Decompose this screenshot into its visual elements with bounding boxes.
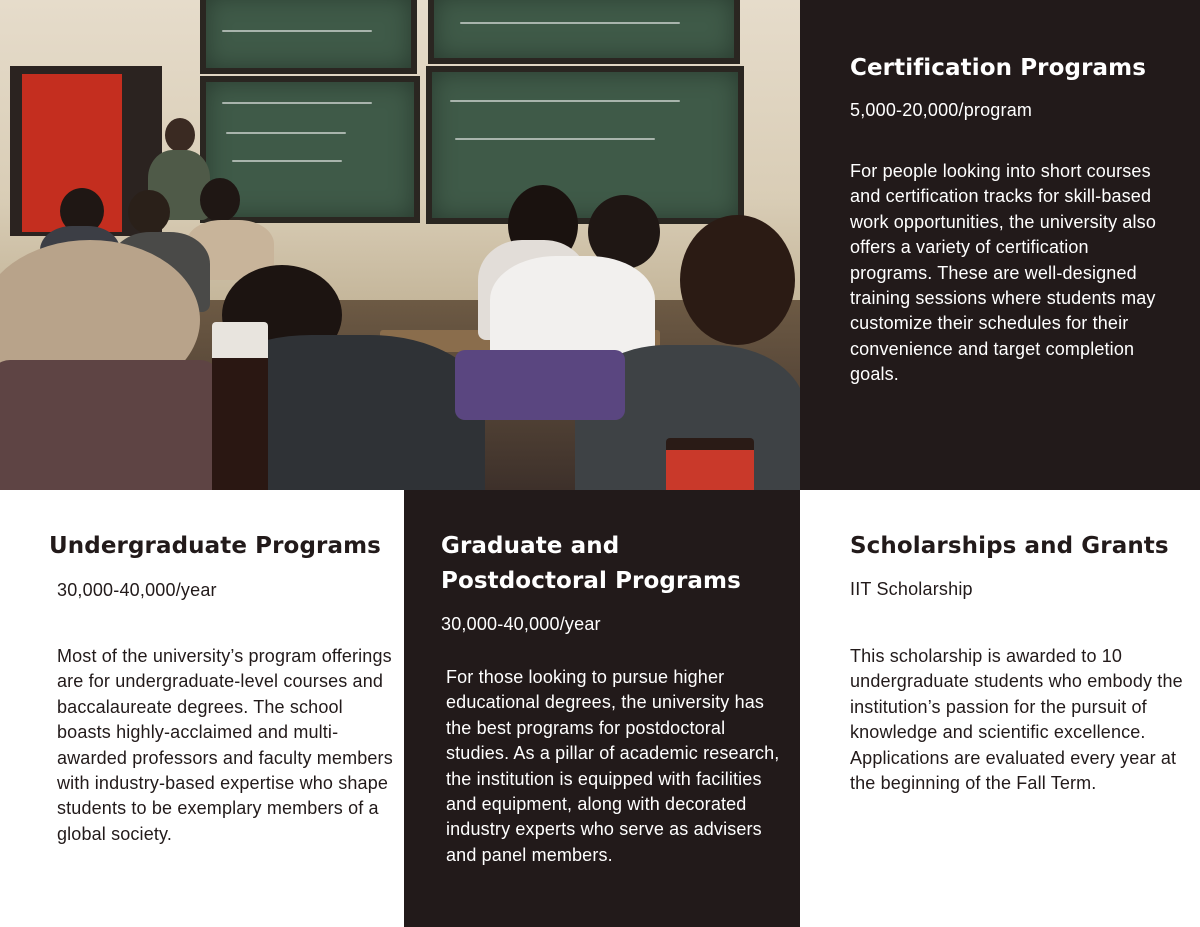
chalk-line — [222, 102, 372, 104]
certification-price: 5,000-20,000/program — [850, 100, 1033, 120]
student-jacket — [455, 350, 625, 420]
chalk-line — [460, 22, 680, 24]
chalk-line — [222, 30, 372, 32]
chalkboard-right — [426, 66, 744, 224]
teacher-head — [165, 118, 195, 152]
student-head — [680, 215, 795, 345]
graduate-title: Graduate and Postdoctoral Programs — [441, 533, 741, 594]
water-bottle — [212, 322, 268, 490]
scholarships-description: This scholarship is awarded to 10 undergraduate students who embody the institution’s passion for the pursuit of knowledge and scientific excellence. Applications are evaluated every year at the beginning of the Fall Term. — [850, 646, 1183, 794]
certification-programs-panel — [800, 0, 1200, 490]
graduate-description: For those looking to pursue higher educational degrees, the university has the best programs for postdoctoral studies. As a pillar of academic research, the institution is equipped with facilities and equipment, along with decorated industry experts who serve as advisers and panel members. — [446, 667, 780, 865]
scholarships-title: Scholarships and Grants — [850, 533, 1169, 559]
graduate-price: 30,000-40,000/year — [441, 614, 601, 634]
chalk-line — [226, 132, 346, 134]
student-head — [200, 178, 240, 222]
student-coat — [0, 360, 220, 490]
student-head — [128, 190, 170, 234]
undergraduate-programs-panel — [0, 490, 404, 927]
certification-description: For people looking into short courses and certification tracks for skill-based work opportunities, the university also offers a variety of certification programs. These are well-designed training sessions where students may customize their schedules for their convenience and target completion goals. — [850, 161, 1156, 385]
undergraduate-title: Undergraduate Programs — [49, 533, 381, 559]
certification-title: Certification Programs — [850, 55, 1146, 81]
classroom-photo — [0, 0, 800, 490]
coffee-cup — [666, 438, 754, 490]
chalkboard-upper-left — [200, 0, 417, 74]
scholarships-panel — [800, 490, 1200, 927]
chalk-line — [455, 138, 655, 140]
chalkboard-upper-right — [428, 0, 740, 64]
undergraduate-description: Most of the university’s program offerings are for undergraduate-level courses and baccalaureate degrees. The school boasts highly-acclaimed and multi-awarded professors and faculty members with industry-based expertise who shape students to be exemplary members of a global society. — [57, 646, 393, 844]
scholarship-name: IIT Scholarship — [850, 579, 973, 599]
chalk-line — [450, 100, 680, 102]
chalk-line — [232, 160, 342, 162]
graduate-programs-panel — [404, 490, 800, 927]
undergraduate-price: 30,000-40,000/year — [57, 580, 217, 600]
